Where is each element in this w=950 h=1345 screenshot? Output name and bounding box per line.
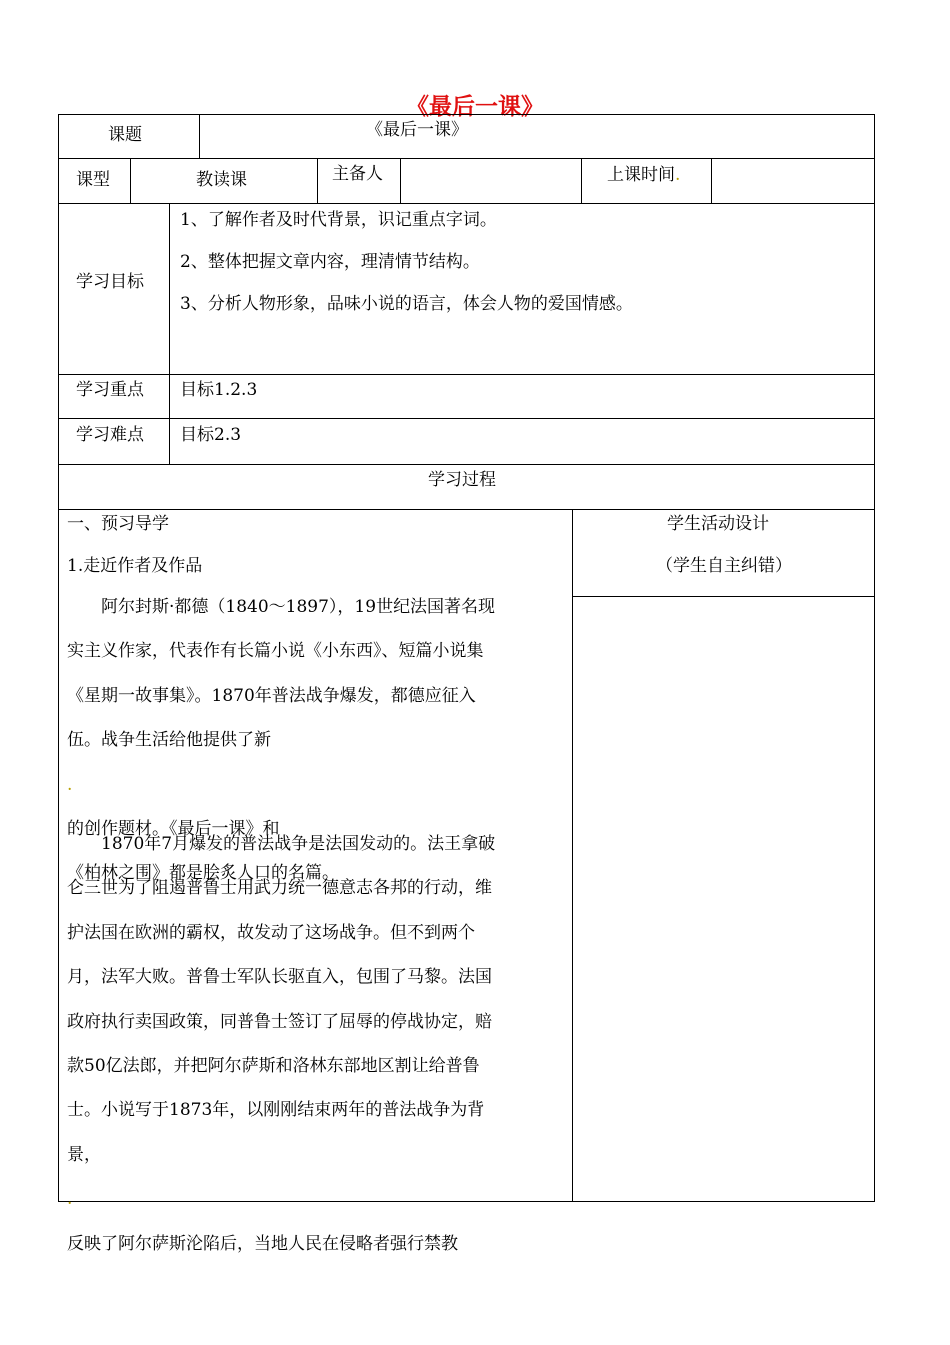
key-points-label: 学习重点 [76, 380, 144, 400]
paragraph-line: 款50亿法郎，并把阿尔萨斯和洛林东部地区割让给普鲁 [67, 1056, 480, 1077]
difficulties-label: 学习难点 [76, 425, 144, 445]
process-label: 学习过程 [428, 470, 496, 490]
row-divider [58, 203, 874, 204]
preparer-label: 主备人 [332, 164, 383, 184]
col-divider [400, 158, 401, 203]
row-divider [58, 464, 874, 465]
line-segment: 伍。战争生活给他提供了新 [67, 730, 271, 751]
col-divider [581, 158, 582, 203]
class-time-label-text: 上课时间 [607, 165, 675, 185]
objective-item: 2、整体把握文章内容，理清情节结构。 [180, 252, 480, 272]
line-segment: 反映了阿尔萨斯沦陷后，当地人民在侵略者强行禁教 [67, 1233, 458, 1254]
paragraph-line: 月，法军大败。普鲁士军队长驱直入，包围了马黎。法国 [67, 967, 492, 988]
col-divider [317, 158, 318, 203]
background-paragraph [67, 822, 563, 1266]
paragraph-line: 仑三世为了阻遏普鲁士用武力统一德意志各邦的行动，维 [67, 878, 492, 899]
topic-value: 《最后一课》 [366, 120, 468, 140]
col-divider [572, 509, 573, 1201]
objective-item: 1、了解作者及时代背景，识记重点字词。 [180, 210, 497, 230]
line-segment: 景， [67, 1144, 101, 1165]
objective-item: 3、分析人物形象，品味小说的语言，体会人物的爱国情感。 [180, 294, 633, 314]
row-divider [58, 509, 874, 510]
col-divider [711, 158, 712, 203]
document-title: 《最后一课》 [406, 94, 544, 120]
stray-dot: . [67, 1189, 73, 1210]
paragraph-line: 《柏林之围》都是脍炙人口的名篇。 [67, 863, 339, 884]
side-divider [572, 596, 874, 597]
type-value: 教读课 [196, 170, 247, 190]
paragraph-line: 阿尔封斯·都德（1840～1897），19世纪法国著名现 [101, 597, 496, 617]
paragraph-line: 士。小说写于1873年，以刚刚结束两年的普法战争为背 [67, 1100, 485, 1121]
row-divider [58, 158, 874, 159]
col-divider [169, 203, 170, 464]
paragraph-line: 护法国在欧洲的霸权，故发动了这场战争。但不到两个 [67, 922, 475, 943]
stray-dot: . [67, 774, 73, 795]
col-divider [199, 114, 200, 158]
paragraph-line: 1870年7月爆发的普法战争是法国发动的。法王拿破 [101, 834, 496, 854]
preview-heading: 一、预习导学 [67, 514, 169, 534]
difficulties-value: 目标2.3 [180, 425, 242, 445]
row-divider [58, 418, 874, 419]
topic-label: 课题 [108, 125, 142, 145]
line-segment: 的创作题材。《最后一课》和 [67, 819, 280, 840]
class-time-dot: . [675, 165, 681, 185]
type-label: 课型 [76, 170, 110, 190]
paragraph-line: 政府执行卖国政策，同普鲁士签订了屈辱的停战协定，赔 [67, 1011, 492, 1032]
class-time-label [607, 167, 680, 184]
student-activity-subheading: （学生自主纠错） [656, 556, 792, 576]
paragraph-line: 实主义作家，代表作有长篇小说《小东西》、短篇小说集 [67, 641, 484, 662]
paragraph-line: 《星期一故事集》。1870年普法战争爆发，都德应征入 [67, 685, 476, 706]
col-divider [130, 158, 131, 203]
key-points-value: 目标1.2.3 [180, 380, 258, 400]
paragraph-line [67, 1133, 563, 1266]
objectives-label: 学习目标 [76, 272, 144, 292]
row-divider [58, 374, 874, 375]
author-subheading: 1.走近作者及作品 [67, 556, 203, 576]
student-activity-heading: 学生活动设计 [667, 514, 769, 534]
